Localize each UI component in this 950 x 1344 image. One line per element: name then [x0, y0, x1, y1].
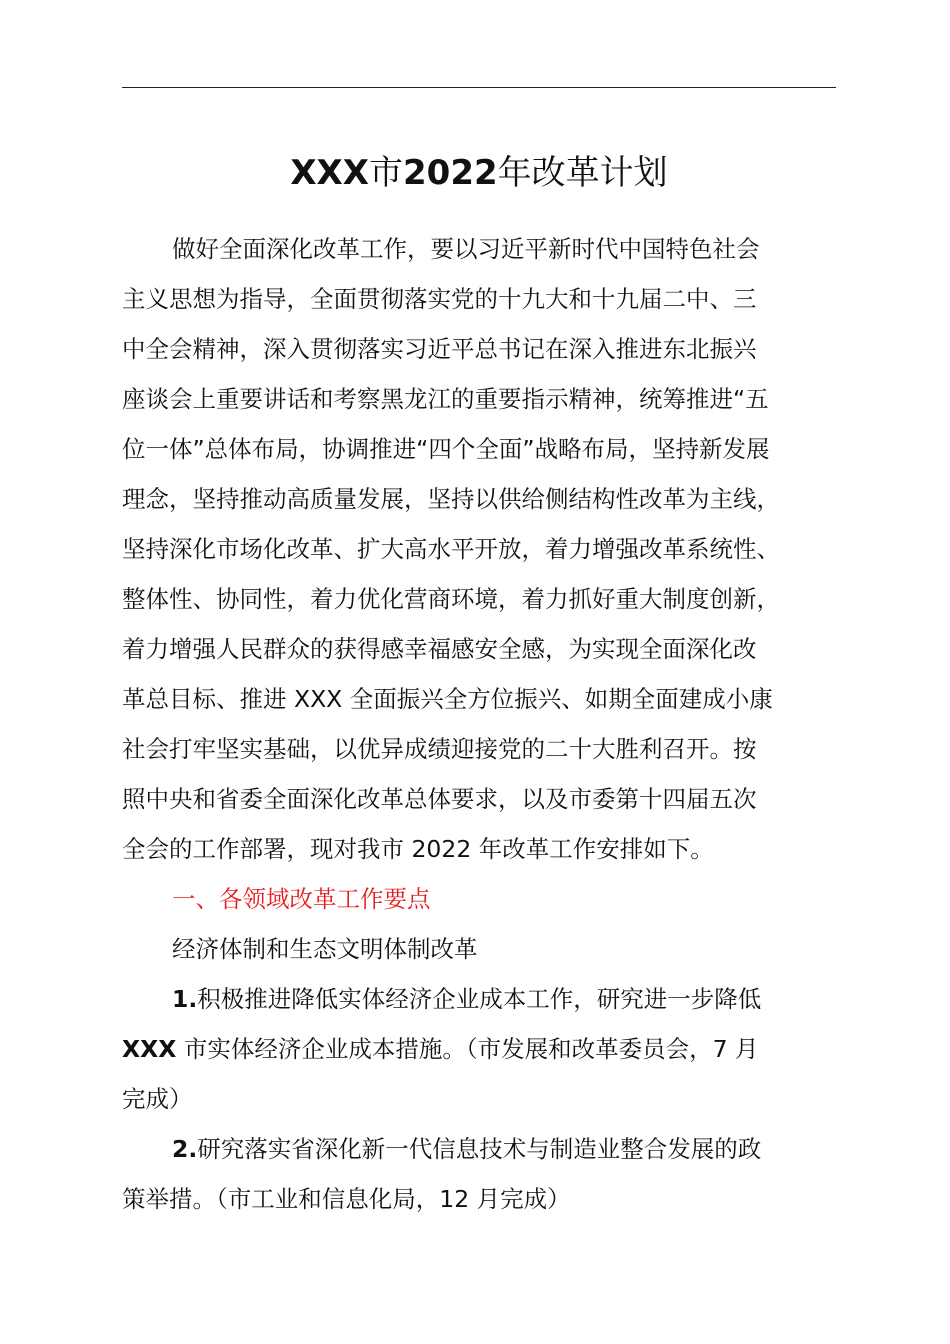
intro-line: 坚持深化市场化改革、扩大高水平开放，着力增强改革系统性、 — [122, 535, 780, 563]
item-1-line2: 市实体经济企业成本措施。（市发展和改革委员会，7 月 — [176, 1035, 759, 1063]
intro-line: 革总目标、推进 XXX 全面振兴全方位振兴、如期全面建成小康 — [122, 685, 773, 713]
item-1-line1: 积极推进降低实体经济企业成本工作，研究进一步降低 — [197, 985, 762, 1013]
item-2-line2: 策举措。（市工业和信息化局，12 月完成） — [122, 1185, 571, 1213]
document-body — [122, 224, 852, 1224]
item-1 — [122, 974, 852, 1024]
item-1-cont — [122, 1024, 852, 1074]
item-1-number: 1. — [172, 985, 198, 1013]
title-city: 市 — [369, 153, 403, 193]
item-1-line3: 完成） — [122, 1085, 193, 1113]
item-2-number: 2. — [172, 1135, 198, 1163]
item-1-city: XXX — [122, 1035, 177, 1063]
section-subheading: 经济体制和生态文明体制改革 — [172, 935, 478, 963]
document-title — [122, 148, 836, 198]
section-heading: 一、各领域改革工作要点 — [172, 885, 431, 913]
item-2 — [122, 1124, 852, 1174]
title-suffix: 年改革计划 — [497, 153, 668, 193]
intro-line: 照中央和省委全面深化改革总体要求，以及市委第十四届五次 — [122, 785, 757, 813]
intro-line: 座谈会上重要讲话和考察黑龙江的重要指示精神，统筹推进“五 — [122, 385, 769, 413]
intro-line: 着力增强人民群众的获得感幸福感安全感，为实现全面深化改 — [122, 635, 757, 663]
item-2-line1: 研究落实省深化新一代信息技术与制造业整合发展的政 — [197, 1135, 762, 1163]
intro-line: 主义思想为指导，全面贯彻落实党的十九大和十九届二中、三 — [122, 285, 757, 313]
title-prefix: XXX — [290, 153, 369, 193]
title-year: 2022 — [403, 153, 498, 193]
intro-line: 理念，坚持推动高质量发展，坚持以供给侧结构性改革为主线， — [122, 485, 780, 513]
intro-line: 全会的工作部署，现对我市 2022 年改革工作安排如下。 — [122, 835, 714, 863]
intro-line: 位一体”总体布局，协调推进“四个全面”战略布局，坚持新发展 — [122, 435, 770, 463]
intro-line: 整体性、协同性，着力优化营商环境，着力抓好重大制度创新， — [122, 585, 780, 613]
intro-line: 中全会精神，深入贯彻落实习近平总书记在深入推进东北振兴 — [122, 335, 757, 363]
header-rule — [122, 87, 836, 88]
intro-line: 社会打牢坚实基础，以优异成绩迎接党的二十大胜利召开。按 — [122, 735, 757, 763]
intro-line: 做好全面深化改革工作，要以习近平新时代中国特色社会 — [172, 235, 760, 263]
